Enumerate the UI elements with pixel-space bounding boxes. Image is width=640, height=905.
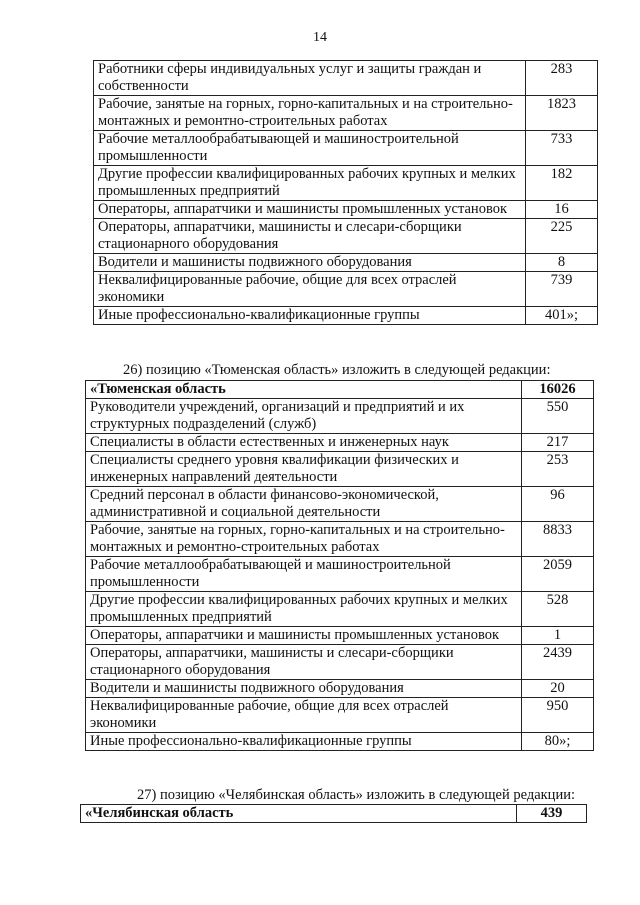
- table-row: [94, 219, 598, 254]
- occupation-value: 550: [522, 399, 594, 434]
- table-row: [86, 557, 594, 592]
- table-row: [86, 698, 594, 733]
- table-row: [86, 733, 594, 751]
- occupation-label: Неквалифицированные рабочие, общие для всех отраслей экономики: [94, 272, 526, 307]
- occupation-value: 80»;: [522, 733, 594, 751]
- occupation-table-previous-region: [93, 60, 598, 325]
- occupation-value: 1: [522, 627, 594, 645]
- table-row: [94, 61, 598, 96]
- occupation-label: Иные профессионально-квалификационные группы: [94, 307, 526, 325]
- occupation-value: 253: [522, 452, 594, 487]
- occupation-label: Операторы, аппаратчики, машинисты и слесари-сборщики стационарного оборудования: [86, 645, 522, 680]
- occupation-value: 8: [526, 254, 598, 272]
- occupation-value: 182: [526, 166, 598, 201]
- region-total: 16026: [522, 381, 594, 399]
- occupation-value: 739: [526, 272, 598, 307]
- table-row: [86, 645, 594, 680]
- occupation-label: Рабочие, занятые на горных, горно-капитальных и на строительно-монтажных и ремонтно-строительных работах: [94, 96, 526, 131]
- occupation-label: Операторы, аппаратчики и машинисты промышленных установок: [94, 201, 526, 219]
- table-row: [94, 131, 598, 166]
- occupation-value: 225: [526, 219, 598, 254]
- table-header-row: [86, 381, 594, 399]
- occupation-value: 8833: [522, 522, 594, 557]
- table-row: [86, 452, 594, 487]
- occupation-value: 16: [526, 201, 598, 219]
- paragraph-26: 26) позицию «Тюменская область» изложить в следующей редакции:: [123, 362, 551, 378]
- occupation-table-tyumen: [85, 380, 594, 751]
- page-number: 14: [313, 30, 327, 45]
- table-row: [86, 522, 594, 557]
- occupation-label: Водители и машинисты подвижного оборудования: [86, 680, 522, 698]
- occupation-label: Операторы, аппаратчики и машинисты промышленных установок: [86, 627, 522, 645]
- occupation-label: Специалисты среднего уровня квалификации физических и инженерных направлений деятельности: [86, 452, 522, 487]
- occupation-value: 733: [526, 131, 598, 166]
- table-row: [86, 399, 594, 434]
- table-row: [94, 166, 598, 201]
- occupation-label: Рабочие металлообрабатывающей и машиностроительной промышленности: [86, 557, 522, 592]
- table-row: [94, 307, 598, 325]
- occupation-value: 20: [522, 680, 594, 698]
- occupation-label: Рабочие металлообрабатывающей и машиностроительной промышленности: [94, 131, 526, 166]
- occupation-label: Операторы, аппаратчики, машинисты и слесари-сборщики стационарного оборудования: [94, 219, 526, 254]
- occupation-label: Руководители учреждений, организаций и предприятий и их структурных подразделений (служб): [86, 399, 522, 434]
- occupation-label: Неквалифицированные рабочие, общие для всех отраслей экономики: [86, 698, 522, 733]
- occupation-value: 217: [522, 434, 594, 452]
- table-row: [86, 487, 594, 522]
- occupation-value: 401»;: [526, 307, 598, 325]
- occupation-table-chelyabinsk: [80, 804, 587, 823]
- occupation-label: Водители и машинисты подвижного оборудования: [94, 254, 526, 272]
- occupation-value: 2059: [522, 557, 594, 592]
- occupation-value: 96: [522, 487, 594, 522]
- table-row: [86, 434, 594, 452]
- paragraph-27: 27) позицию «Челябинская область» изложить в следующей редакции:: [137, 787, 575, 803]
- occupation-label: Средний персонал в области финансово-экономической, административной и социальной деятельности: [86, 487, 522, 522]
- table-row: [86, 592, 594, 627]
- occupation-value: 2439: [522, 645, 594, 680]
- occupation-label: Другие профессии квалифицированных рабочих крупных и мелких промышленных предприятий: [94, 166, 526, 201]
- table-row: [86, 627, 594, 645]
- occupation-label: Рабочие, занятые на горных, горно-капитальных и на строительно-монтажных и ремонтно-строительных работах: [86, 522, 522, 557]
- occupation-value: 283: [526, 61, 598, 96]
- occupation-label: Другие профессии квалифицированных рабочих крупных и мелких промышленных предприятий: [86, 592, 522, 627]
- table-row: [86, 680, 594, 698]
- occupation-value: 950: [522, 698, 594, 733]
- occupation-label: Специалисты в области естественных и инженерных наук: [86, 434, 522, 452]
- table-row: [94, 201, 598, 219]
- occupation-value: 528: [522, 592, 594, 627]
- table-row: [94, 272, 598, 307]
- occupation-value: 1823: [526, 96, 598, 131]
- table-header-row: [81, 805, 587, 823]
- occupation-label: Работники сферы индивидуальных услуг и защиты граждан и собственности: [94, 61, 526, 96]
- region-name: «Тюменская область: [86, 381, 522, 399]
- region-name: «Челябинская область: [81, 805, 517, 823]
- table-row: [94, 254, 598, 272]
- occupation-label: Иные профессионально-квалификационные группы: [86, 733, 522, 751]
- region-total: 439: [517, 805, 587, 823]
- table-row: [94, 96, 598, 131]
